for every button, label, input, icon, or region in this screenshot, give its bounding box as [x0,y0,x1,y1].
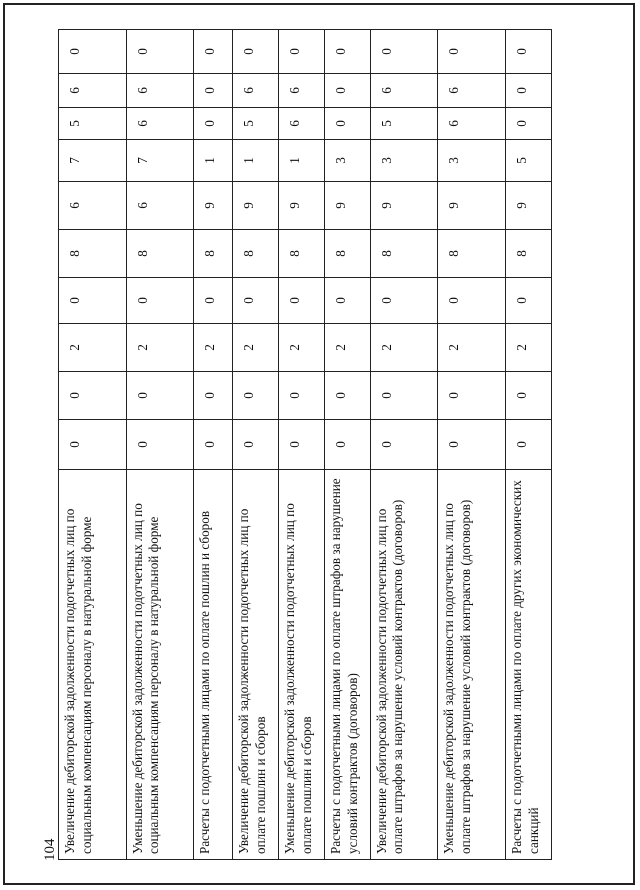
table-row [279,30,325,860]
code-digit-cell: 1 [233,140,279,182]
code-digit-cell: 1 [279,140,325,182]
code-digit-cell: 0 [279,30,325,74]
code-digit-cell: 0 [279,278,325,324]
code-digit-cell: 0 [126,278,194,324]
code-digit-cell: 6 [126,108,194,140]
code-digit-cell: 8 [59,230,127,278]
code-digit-cell: 0 [438,278,506,324]
code-digit-cell: 2 [194,324,233,372]
row-label: Увеличение дебиторской задолженности подотчетных лиц по оплате штрафов за нарушение условий контрактов (договоров) [370,470,438,860]
code-digit-cell: 0 [59,278,127,324]
code-digit-cell: 2 [506,324,552,372]
code-digit-cell: 0 [325,372,371,420]
code-digit-cell: 8 [370,230,438,278]
accounts-table [58,29,552,860]
code-digit-cell: 0 [59,372,127,420]
code-digit-cell: 8 [126,230,194,278]
code-digit-cell: 0 [59,30,127,74]
code-digit-cell: 9 [370,182,438,230]
code-digit-cell: 2 [233,324,279,372]
table-row [325,30,371,860]
code-digit-cell: 8 [438,230,506,278]
code-digit-cell: 0 [233,30,279,74]
code-digit-cell: 3 [370,140,438,182]
row-label: Расчеты с подотчетными лицами по оплате штрафов за нарушение условий контрактов (договоров) [325,470,371,860]
code-digit-cell: 6 [438,74,506,108]
code-digit-cell: 6 [370,74,438,108]
row-label: Уменьшение дебиторской задолженности подотчетных лиц по оплате пошлин и сборов [279,470,325,860]
table-row [506,30,552,860]
code-digit-cell: 6 [126,74,194,108]
code-digit-cell: 3 [438,140,506,182]
code-digit-cell: 0 [126,372,194,420]
code-digit-cell: 0 [506,372,552,420]
code-digit-cell: 0 [279,420,325,470]
code-digit-cell: 9 [325,182,371,230]
code-digit-cell: 8 [325,230,371,278]
code-digit-cell: 0 [506,420,552,470]
code-digit-cell: 0 [370,278,438,324]
code-digit-cell: 2 [279,324,325,372]
code-digit-cell: 0 [233,278,279,324]
code-digit-cell: 6 [233,74,279,108]
code-digit-cell: 8 [506,230,552,278]
code-digit-cell: 5 [59,108,127,140]
code-digit-cell: 0 [370,372,438,420]
code-digit-cell: 0 [506,30,552,74]
code-digit-cell: 9 [279,182,325,230]
rotated-table-wrapper [58,48,552,860]
code-digit-cell: 9 [233,182,279,230]
code-digit-cell: 0 [279,372,325,420]
code-digit-cell: 0 [59,420,127,470]
code-digit-cell: 0 [325,278,371,324]
code-digit-cell: 3 [325,140,371,182]
code-digit-cell: 0 [438,30,506,74]
table-row [59,30,127,860]
code-digit-cell: 0 [194,30,233,74]
code-digit-cell: 6 [438,108,506,140]
code-digit-cell: 0 [370,420,438,470]
row-label: Уменьшение дебиторской задолженности подотчетных лиц по оплате штрафов за нарушение условий контрактов (договоров) [438,470,506,860]
code-digit-cell: 8 [233,230,279,278]
table-row [438,30,506,860]
code-digit-cell: 0 [325,108,371,140]
table-body [59,30,552,860]
code-digit-cell: 2 [370,324,438,372]
code-digit-cell: 0 [325,74,371,108]
code-digit-cell: 2 [438,324,506,372]
row-label: Расчеты с подотчетными лицами по оплате пошлин и сборов [194,470,233,860]
code-digit-cell: 6 [279,74,325,108]
code-digit-cell: 1 [194,140,233,182]
code-digit-cell: 0 [194,74,233,108]
code-digit-cell: 0 [438,420,506,470]
table-row [370,30,438,860]
code-digit-cell: 7 [126,140,194,182]
row-label: Увеличение дебиторской задолженности подотчетных лиц по оплате пошлин и сборов [233,470,279,860]
code-digit-cell: 5 [233,108,279,140]
table-row [194,30,233,860]
code-digit-cell: 6 [279,108,325,140]
code-digit-cell: 0 [126,420,194,470]
row-label: Уменьшение дебиторской задолженности подотчетных лиц по социальным компенсациям персоналу в натуральной форме [126,470,194,860]
code-digit-cell: 2 [126,324,194,372]
code-digit-cell: 9 [194,182,233,230]
code-digit-cell: 0 [233,372,279,420]
code-digit-cell: 0 [126,30,194,74]
code-digit-cell: 0 [194,372,233,420]
table-row [233,30,279,860]
code-digit-cell: 9 [438,182,506,230]
code-digit-cell: 5 [370,108,438,140]
code-digit-cell: 0 [194,108,233,140]
code-digit-cell: 2 [59,324,127,372]
code-digit-cell: 0 [325,30,371,74]
code-digit-cell: 6 [126,182,194,230]
code-digit-cell: 8 [279,230,325,278]
code-digit-cell: 7 [59,140,127,182]
code-digit-cell: 6 [59,182,127,230]
code-digit-cell: 0 [370,30,438,74]
code-digit-cell: 6 [59,74,127,108]
page-number-wrap [24,443,58,861]
code-digit-cell: 5 [506,140,552,182]
code-digit-cell: 0 [438,372,506,420]
code-digit-cell: 0 [325,420,371,470]
page-number: 104 [42,838,58,861]
table-row [126,30,194,860]
code-digit-cell: 0 [506,108,552,140]
code-digit-cell: 9 [506,182,552,230]
code-digit-cell: 0 [194,278,233,324]
code-digit-cell: 8 [194,230,233,278]
row-label: Расчеты с подотчетными лицами по оплате других экономических санкций [506,470,552,860]
code-digit-cell: 0 [506,74,552,108]
row-label: Увеличение дебиторской задолженности подотчетных лиц по социальным компенсациям персоналу в натуральной форме [59,470,127,860]
code-digit-cell: 0 [194,420,233,470]
code-digit-cell: 0 [233,420,279,470]
code-digit-cell: 2 [325,324,371,372]
code-digit-cell: 0 [506,278,552,324]
